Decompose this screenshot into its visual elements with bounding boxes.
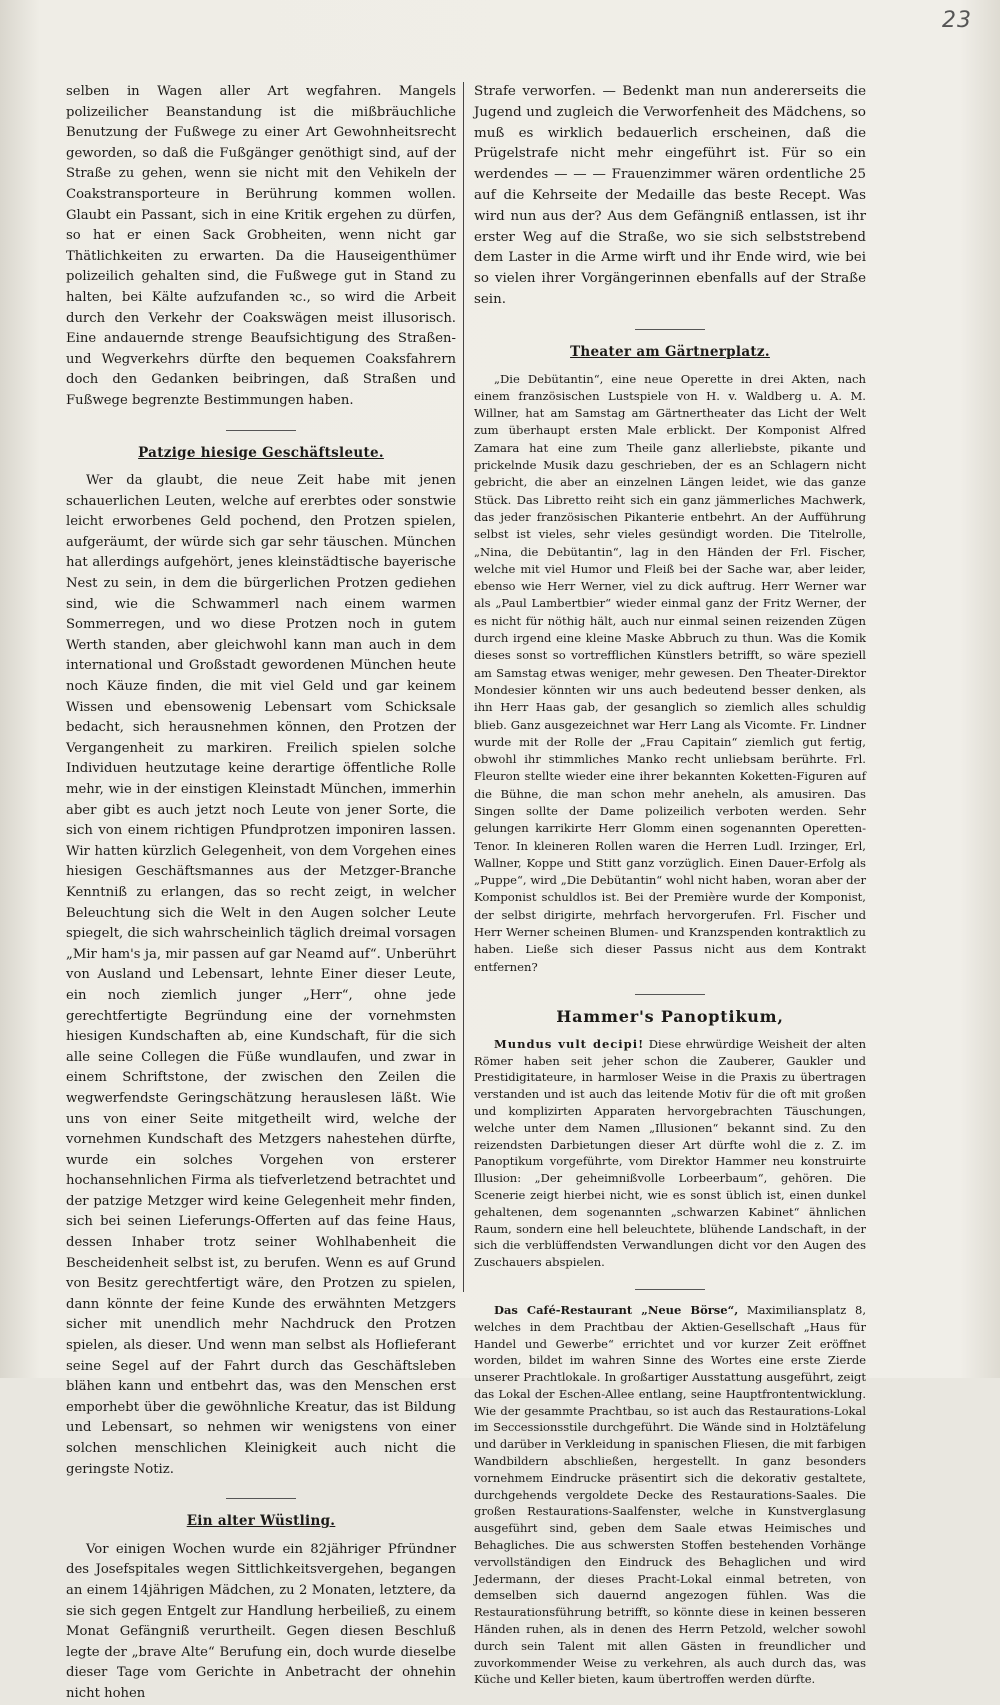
article-body-geschaeftsleute: Wer da glaubt, die neue Zeit habe mit jenen schauerlichen Leuten, welche auf ererbtes oder sonstwie leicht erworbenes Geld pochend, den Protzen spielen, aufgeräumt, der würde sich gar sehr täuschen. München hat allerdings aufgehört, jenes kleinstädtische bayerische Nest zu sein, in dem die bürgerlichen Protzen gediehen sind, wie die Schwammerl nach einem warmen Sommerregen, und wo diese Protzen noch in gutem Werth standen, aber gleichwohl kann man auch in dem international und Großstadt gewordenen München heute noch Käuze finden, die mit viel Geld und gar keinem Wissen und ebensowenig Lebensart vom Schicksale bedacht, sich herausnehmen können, den Protzen der Vergangenheit zu markiren. Freilich spielen solche Individuen heutzutage keine derartige öffentliche Rolle mehr, wie in der einstigen Kleinstadt München, immerhin aber gibt es auch jetzt noch Leute von jener Sorte, die sich von einem richtigen Pfundprotzen imponiren lassen. Wir hatten kürzlich Gelegenheit, von dem Vorgehen eines hiesigen Geschäftsmannes aus der Metzger-Branche Kenntniß zu erlangen, das so recht zeigt, in welcher Beleuchtung sich die Welt in den Augen solcher Leute spiegelt, die sich wahrscheinlich täglich dreimal vorsagen „Mir ham's ja, mir passen auf gar Neamd auf“. Unberührt von Ausland und Lebensart, lehnte Einer dieser Leute, ein noch ziemlich junger „Herr“, ohne jede gerechtfertigte Begründung eine der vornehmsten hiesigen Kundschaften ab, eine Kundschaft, für die sich alle seine Collegen die Füße wundlaufen, und zwar in einem Schriftstone, der zwischen den Zeilen die wegwerfendste Geringschätzung herauslesen läßt. Wie uns von einer Seite mitgetheilt wird, welche der vornehmen Kundschaft des Metzgers nahestehen dürfte, wurde ein solches Vorgehen von ersterer hochansehnlichen Firma als tiefverletzend betrachtet und der patzige Metzger wird keine Gelegenheit mehr finden, sich bei seinen Lieferungs-Offerten auf das feine Haus, dessen Inhaber trotz seiner Wohlhabenheit die Bescheidenheit selbst ist, zu berufen. Wenn es auf Grund von Besitz gerechtfertigt wäre, den Protzen zu spielen, dann könnte der feine Kunde des erwähnten Metzgers sicher mit unendlich mehr Nachdruck den Protzen spielen, als dieser. Und wenn man selbst als Hoflieferant seine Segel auf der Fahrt durch das Geschäftsleben blähen kann und entbehrt das, was den Menschen erst emporhebt über die gewöhnliche Kreatur, das ist Bildung und Lebensart, so nehmen wir wenigstens von einer solchen menschlichen Kleinigkeit auch nicht die geringste Notiz. [66,473,456,1477]
article-body-panoptikum [474,1036,866,1271]
section-divider [226,1498,296,1499]
article-body-wuestling: Vor einigen Wochen wurde ein 82jähriger Pfründner des Josefspitales wegen Sittlichkeitsvergehen, begangen an einem 14jährigen Mädchen, zu 2 Monaten, letztere, da sie sich gegen Entgelt zur Handlung herbeiließ, zu einem Monat Gefängniß verurtheilt. Gegen diesen Beschluß legte der „brave Alte“ Berufung ein, doch wurde dieselbe dieser Tage vom Gerichte in Anbetracht der ohnehin nicht hohen [66,1541,456,1701]
left-column [66,82,456,1701]
section-divider [226,430,296,431]
section-divider [635,994,705,995]
article-text-cafe: Maximiliansplatz 8, welches in dem Prachtbau der Aktien-Gesellschaft „Haus für Handel und Gewerbe“ errichtet und vor kurzer Zeit eröffnet worden, bildet im wahren Sinne des Wortes eine erste Zierde unserer Prachtlokale. In großartiger Ausstattung ausgeführt, zeigt das Lokal der Eschen-Allee entlang, seine Hauptfrontentwicklung. Wie der gesammte Prachtbau, so ist auch das Restaurations-Lokal im Seccessionsstile durchgeführt. Die Wände sind in Holztäfelung und darüber in Verkleidung in spanischen Fliesen, die mit farbigen Wandbildern abschließen, hergestellt. In ganz besonders vornehmem Eindrucke präsentirt sich die dekorativ gestaltete, durchgehends vergoldete Decke des Restaurations-Saales. Die großen Restaurations-Saalfenster, welche in Kunstverglasung ausgeführt sind, geben dem Saale etwas Heimisches und Behagliches. Die aus schwersten Stoffen bestehenden Vorhänge vervollständigen den Eindruck des Behaglichen und wird Jedermann, der dieses Pracht-Lokal einmal betreten, von demselben sich dauernd angezogen fühlen. Was die Restaurationsführung betrifft, so könnte diese in keinen besseren Händen ruhen, als in denen des Herrn Petzold, welcher sowohl durch sein Talent mit allen Gästen in freundlicher und zuvorkommender Weise zu verkehren, als auch durch das, was Küche und Keller bieten, kaum übertroffen werden dürfte. [474,1302,867,1687]
continuation-paragraph: Strafe verworfen. — Bedenkt man nun andererseits die Jugend und zugleich die Verworfenheit des Mädchens, so muß es wirklich bedauerlich erscheinen, daß die Prügelstrafe nicht mehr eingeführt ist. Für so ein werdendes — — — Frauenzimmer wären ordentliche 25 auf die Kehrseite der Medaille das beste Recept. Was wird nun aus der? Aus dem Gefängniß entlassen, ist ihr erster Weg auf die Straße, wo sie sich selbststrebend dem Laster in die Arme wirft und ihr Ende wird, wie bei so vielen ihrer Vorgängerinnen ebenfalls auf der Straße sein. [474,84,866,307]
section-divider [635,329,705,330]
column-divider [463,82,464,1292]
article-title-wuestling: Ein alter Wüstling. [186,1513,336,1530]
article-body-theater: „Die Debütantin“, eine neue Operette in drei Akten, nach einem französischen Lustspiele von H. v. Waldberg u. A. M. Willner, hat am Samstag am Gärtnertheater das Licht der Welt zum überhaupt ersten Male erblickt. Der Komponist Alfred Zamara hat eine zum Theile ganz allerliebste, pikante und prickelnde Musik dazu geschrieben, der es an Schlagern nicht gebricht, die aber an einzelnen Längen leidet, wie das ganze Stück. Das Libretto reiht sich ein ganz jämmerliches Machwerk, das jeder französischen Pikanterie entbehrt. An der Aufführung selbst ist vieles, sehr vieles gesündigt worden. Die Titelrolle, „Nina, die Debütantin“, lag in den Händen der Frl. Fischer, welche mit viel Humor und Fleiß bei der Sache war, aber leider, ebenso wie Herr Werner, viel zu dick auftrug. Herr Werner war als „Paul Lambertbier“ wieder einmal ganz der Fritz Werner, der es nicht für nöthig hält, auch nur einmal seinen reizenden Zügen durch irgend eine kleine Maske Abbruch zu thun. Was die Komik dieses sonst so vortrefflichen Künstlers betrifft, so wäre speziell am Samstag etwas weniger, mehr gewesen. Den Theater-Direktor Mondesier könnten wir uns auch bedeutend besser denken, als ihn Herr Haas gab, der gesanglich so ziemlich alles schuldig blieb. Ganz ausgezeichnet war Herr Lang als Vicomte. Fr. Lindner wurde mit der Rolle der „Frau Capitain“ ziemlich gut fertig, obwohl ihr stimmliches Manko recht unliebsam berührte. Frl. Fleuron stellte wieder eine ihrer bekannten Koketten-Figuren auf die Bühne, die man schon mehr aneheln, als amusiren. Das Singen sollte der Dame polizeilich verboten werden. Sehr gelungen karrikirte Herr Glomm einen sogenannten Operetten-Tenor. In kleineren Rollen waren die Herren Ludl. Irzinger, Erl, Wallner, Koppe und Stitt ganz vorzüglich. Einen Dauer-Erfolg als „Puppe“, wird „Die Debütantin“ wohl nicht haben, woran aber der Komponist schuldlos ist. Bei der Première wurde der Komponist, der selbst dirigirte, mehrfach hervorgerufen. Frl. Fischer und Herr Werner scheinen Blumen- und Kranzspenden kontraktlich zu haben. Ließe sich dieser Passus nicht aus dem Kontrakt entfernen? [474,371,866,974]
article-lead-cafe: Das Café-Restaurant „Neue Börse“, [494,1302,739,1317]
page-number: 23 [942,8,972,33]
right-column [474,82,867,1687]
article-lead-panoptikum: Mundus vult decipi! [494,1036,645,1051]
article-title-theater: Theater am Gärtnerplatz. [570,343,770,360]
article-body-cafe [474,1302,866,1688]
intro-paragraph: selben in Wagen aller Art wegfahren. Mangels polizeilicher Beanstandung ist die mißbräuchliche Benutzung der Fußwege zu einer Art Gewohnheitsrecht geworden, so daß die Fußgänger genöthigt sind, auf der Straße zu gehen, wenn sie nicht mit den Vehikeln der Coakstransporteure in Berührung kommen wollen. Glaubt ein Passant, sich in eine Kritik ergehen zu dürfen, so hat er einen Sack Grobheiten, wenn nicht gar Thätlichkeiten zu erwarten. Da die Hauseigenthümer polizeilich gehalten sind, die Fußwege gut in Stand zu halten, bei Kälte aufzufanden ꝛc., so wird die Arbeit durch den Verkehr der Coakswägen meist illusorisch. Eine andauernde strenge Beaufsichtigung des Straßen- und Wegverkehrs dürfte den bequemen Coaksfahrern doch den Gedanken beibringen, daß Straßen und Fußwege begrenzte Bestimmungen haben. [66,84,456,408]
article-title-geschaeftsleute: Patzige hiesige Geschäftsleute. [138,444,384,461]
section-divider [635,1289,705,1290]
article-title-panoptikum: Hammer's Panoptikum, [556,1006,784,1026]
article-text-panoptikum: Diese ehrwürdige Weisheit der alten Römer haben seit jeher schon die Zauberer, Gaukler und Prestidigitateure, in harmloser Weise in die Praxis zu übertragen verstanden und ist auch das leitende Motiv für die oft mit großen und komplizirten Apparaten hervorgebrachten Täuschungen, welche unter dem Namen „Illusionen“ bekannt sind. Zu den reizendsten Darbietungen dieser Art dürfte wohl die z. Z. im Panoptikum vorgeführte, vom Direktor Hammer neu konstruirte Illusion: „Der geheimnißvolle Lorbeerbaum“, gehören. Die Scenerie zeigt hierbei nicht, wie es sonst üblich ist, einen dunkel gehaltenen, dem sogenannten „schwarzen Kabinet“ ähnlichen Raum, sondern eine hell beleuchtete, blühende Landschaft, in der sich die verblüffendsten Verwandlungen dicht vor den Augen des Zuschauers abspielen. [474,1036,867,1270]
